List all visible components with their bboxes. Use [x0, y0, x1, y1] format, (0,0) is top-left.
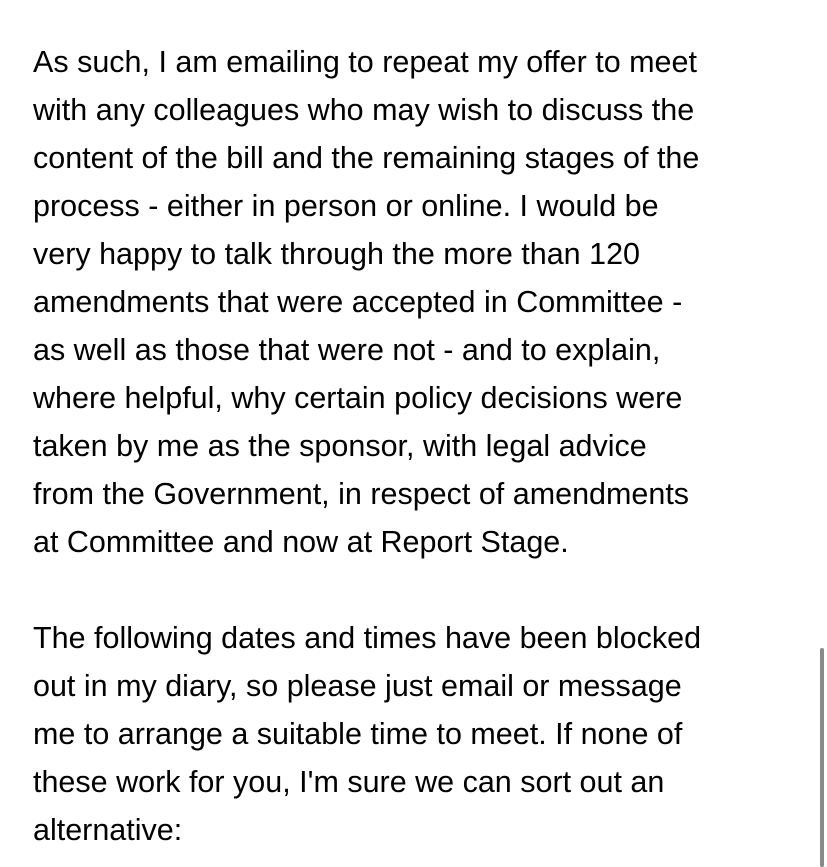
- email-body: [33, 38, 813, 854]
- text-line: alternative:: [33, 813, 183, 847]
- text-line: as well as those that were not - and to explain,: [33, 333, 661, 367]
- text-line: content of the bill and the remaining stages of the: [33, 141, 700, 175]
- paragraph-diary-dates: [33, 614, 813, 854]
- text-line: me to arrange a suitable time to meet. If none of: [33, 717, 683, 751]
- text-line: where helpful, why certain policy decisions were: [33, 381, 683, 415]
- paragraph-meeting-offer: [33, 38, 813, 566]
- text-line: amendments that were accepted in Committee -: [33, 285, 683, 319]
- text-line: from the Government, in respect of amendments: [33, 477, 690, 511]
- text-line: out in my diary, so please just email or message: [33, 669, 682, 703]
- text-line: As such, I am emailing to repeat my offer to meet: [33, 45, 697, 79]
- text-line: these work for you, I'm sure we can sort out an: [33, 765, 665, 799]
- text-line: very happy to talk through the more than 120: [33, 237, 640, 271]
- paragraph-spacer: [33, 566, 813, 614]
- text-line: The following dates and times have been blocked: [33, 621, 702, 655]
- text-line: taken by me as the sponsor, with legal advice: [33, 429, 647, 463]
- text-line: process - either in person or online. I would be: [33, 189, 659, 223]
- text-line: with any colleagues who may wish to discuss the: [33, 93, 695, 127]
- vertical-scrollbar[interactable]: [820, 648, 824, 867]
- text-line: at Committee and now at Report Stage.: [33, 525, 569, 559]
